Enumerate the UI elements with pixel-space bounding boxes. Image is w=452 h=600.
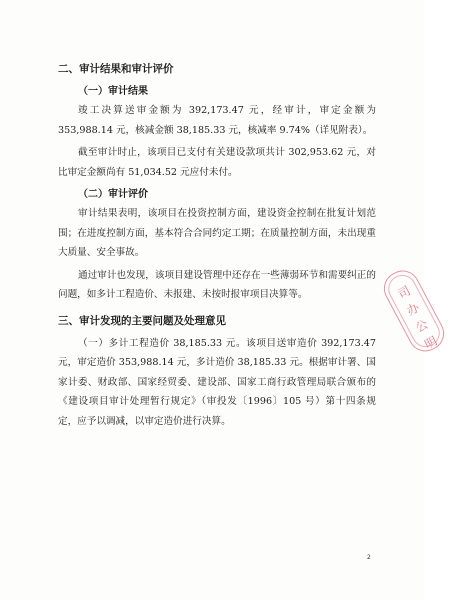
official-seal-stamp: [378, 265, 450, 358]
seal-char: 公: [413, 317, 431, 336]
seal-text: [385, 277, 451, 360]
seal-char: 明: [422, 333, 440, 352]
subsection-heading-results: （一）审计结果: [78, 86, 148, 97]
seal-char: 办: [404, 300, 422, 319]
subsection-heading-evaluation: （二）审计评价: [78, 189, 148, 200]
paragraph-result-amounts: 竣工决算送审金额为 392,173.47 元，经审计，审定金额为 353,988.14 元，核减金额 38,185.33 元，核减率 9.74%（详见附表）。: [58, 105, 376, 136]
section-heading-issues: 三、审计发现的主要问题及处理意见: [58, 314, 226, 327]
paragraph-evaluation: 审计结果表明，该项目在投资控制方面，建设资金控制在批复计划范围；在进度控制方面，基本符合合同约定工期；在质量控制方面，未出现重大质量、安全事故。: [58, 208, 376, 258]
section-heading-audit-results: 二、审计结果和审计评价: [58, 63, 174, 75]
paragraph-payments: 截至审计时止，该项目已支付有关建设款项共计 302,953.62 元，对比审定金额尚有 51,034.52 元应付未付。: [58, 147, 376, 178]
page-number: 2: [367, 554, 371, 561]
paragraph-weaknesses: 通过审计也发现，该项目建设管理中还存在一些薄弱环节和需要纠正的问题，如多计工程造价、未报建、未按时报审项目决算等。: [58, 269, 376, 300]
paragraph-issue-overstated-cost: （一）多计工程造价 38,185.33 元。该项目送审造价 392,173.47 元，审定造价 353,988.14 元，多计造价 38,185.33 元。根据审计署、国家计委、财政部、国家经贸委、建设部、国家工商行政管理局联合颁布的《建设项目审计处理暂行规定》（审投发〔1996〕105 号）第十四条规定，应予以调减，以审定造价进行决算。: [58, 337, 376, 427]
seal-char: 司: [395, 283, 413, 302]
page-content: [58, 60, 376, 431]
